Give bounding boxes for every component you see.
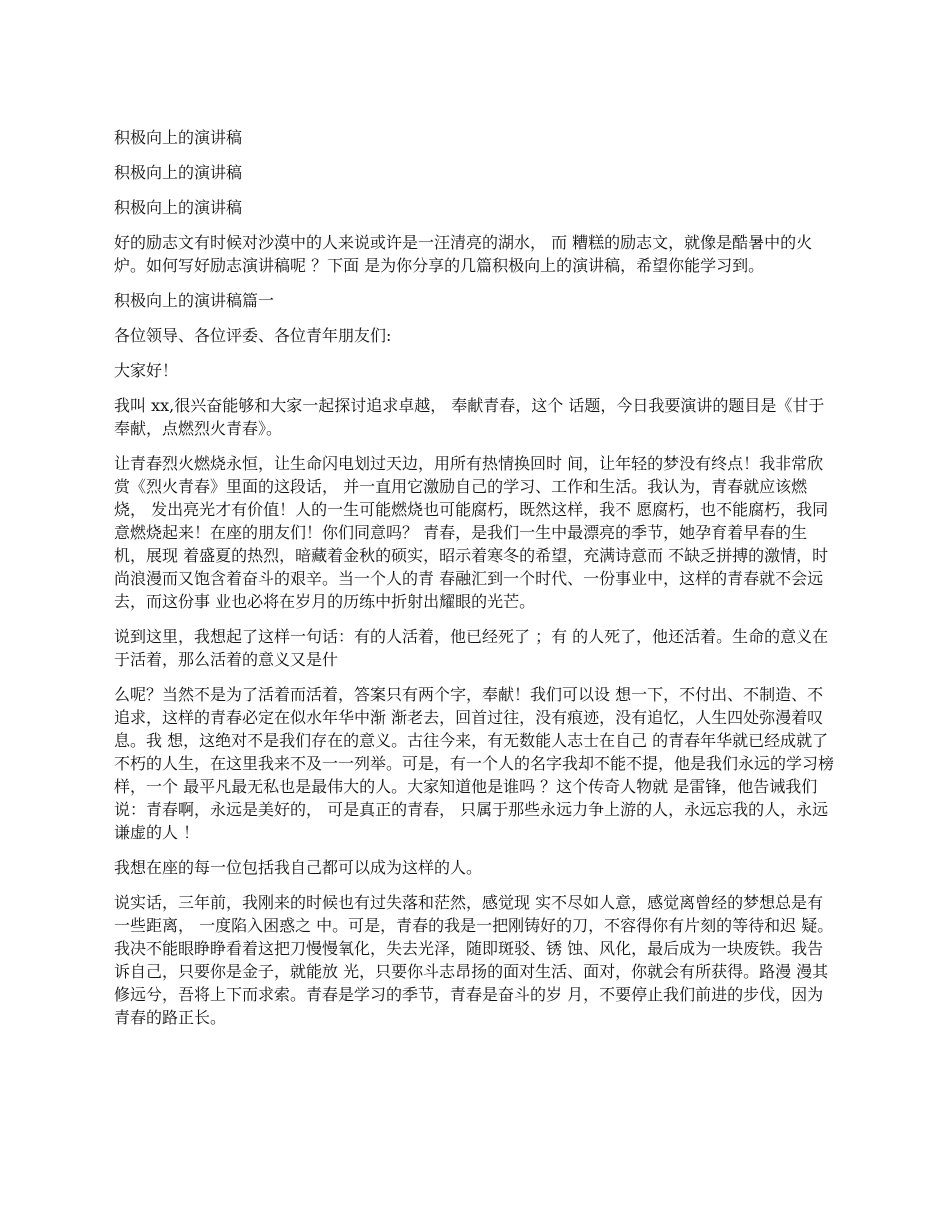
- document-title-1: 积极向上的演讲稿: [114, 128, 243, 147]
- intro-paragraph: 好的励志文有时候对沙漠中的人来说或许是一汪清亮的湖水， 而 糟糕的励志文，就像是酷暑中的火炉。如何写好励志演讲稿呢 ？下面 是为你分享的几篇积极向上的演讲稿，希望你能学习到。: [114, 233, 813, 275]
- greeting: 大家好！: [114, 361, 179, 380]
- document-page: [114, 126, 836, 1041]
- body-paragraph: 说实话，三年前，我刚来的时候也有过失落和茫然，感觉现 实不尽如人意，感觉离曾经的梦想总是有一些距离， 一度陷入困惑之 中。可是，青春的我是一把刚铸好的刀，不容得你有片刻的等待和迟 疑。我决不能眼睁睁看着这把刀慢慢氧化，失去光泽，随即斑驳、锈 蚀、风化，最后成为一块废铁。我告诉自己，只要你是金子，就能放 光，只要你斗志昂扬的面对生活、面对，你就会有所获得。路漫 漫其修远兮，吾将上下而求索。青春是学习的季节，青春是奋斗的岁 月，不要停止我们前进的步伐，因为青春的路正长。: [114, 893, 834, 1027]
- body-paragraph: 我叫 xx,很兴奋能够和大家一起探讨追求卓越， 奉献青春，这个 话题，今日我要演讲的题目是《甘于奉献，点燃烈火青春》。: [114, 396, 825, 438]
- body-paragraph: 说到这里，我想起了这样一句话：有的人活着，他已经死了 ；有 的人死了，他还活着。生命的意义在于活着，那么活着的意义又是什: [114, 627, 829, 669]
- body-paragraph: 我想在座的每一位包括我自己都可以成为这样的人。: [114, 858, 483, 877]
- body-paragraph: 么呢？当然不是为了活着而活着，答案只有两个字，奉献！我们可以设 想一下，不付出、不制造、不追求，这样的青春必定在似水年华中渐 渐老去，回首过往，没有痕迹，没有追忆，人生四处弥漫着叹息。我 想，这绝对不是我们存在的意义。古往今来，有无数能人志士在自己 的青春年华就已经成就了不朽的人生，在这里我来不及一一列举。可是，有一个人的名字我却不能不提，他是我们永远的学习榜样，一个 最平凡最无私也是最伟大的人。大家知道他是谁吗 ？这个传奇人物就 是雷锋，他告诫我们说：青春啊，永远是美好的， 可是真正的青春， 只属于那些永远力争上游的人，永远忘我的人，永远谦虚的人 ！: [114, 685, 835, 842]
- document-title-3: 积极向上的演讲稿: [114, 198, 243, 217]
- salutation: 各位领导、各位评委、各位青年朋友们:: [114, 326, 392, 345]
- document-title-2: 积极向上的演讲稿: [114, 163, 243, 182]
- body-paragraph: 让青春烈火燃烧永恒，让生命闪电划过天边，用所有热情换回时 间，让年轻的梦没有终点！我非常欣赏《烈火青春》里面的这段话， 并一直用它激励自己的学习、工作和生活。我认为，青春就应该燃烧， 发出亮光才有价值！人的一生可能燃烧也可能腐朽，既然这样，我不 愿腐朽，也不能腐朽，我同意燃烧起来！在座的朋友们！你们同意吗？ 青春，是我们一生中最漂亮的季节，她孕育着早春的生机，展现 着盛夏的热烈，暗藏着金秋的硕实，昭示着寒冬的希望，充满诗意而 不缺乏拼搏的激情，时尚浪漫而又饱含着奋斗的艰辛。当一个人的青 春融汇到一个时代、一份事业中，这样的青春就不会远去，而这份事 业也必将在岁月的历练中折射出耀眼的光芒。: [114, 454, 829, 611]
- section-heading: 积极向上的演讲稿篇一: [114, 291, 275, 310]
